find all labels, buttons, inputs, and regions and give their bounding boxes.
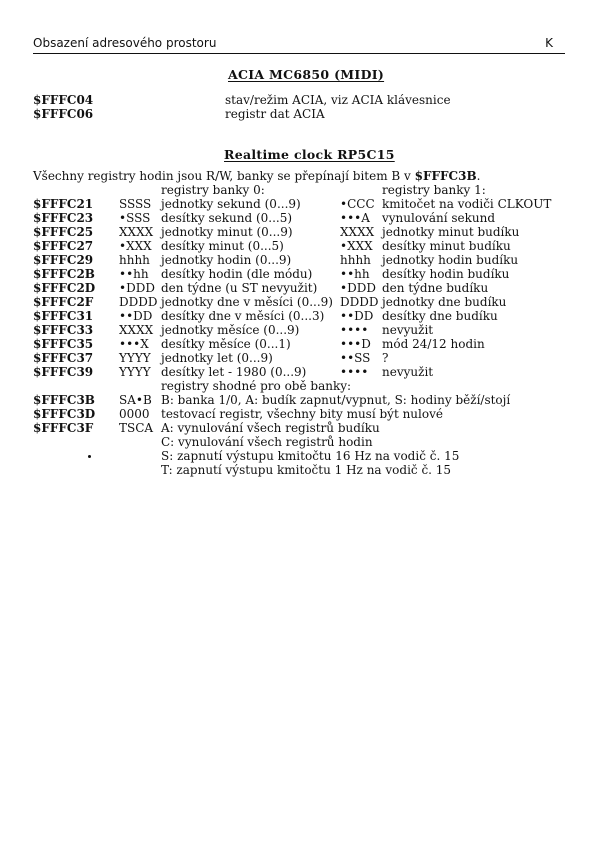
register-address: $FFFC27 <box>33 239 94 253</box>
bank1-header: registry banky 1: <box>382 183 486 197</box>
register-address: $FFFC3B <box>33 393 95 407</box>
bank0-bits: SSSS <box>119 197 152 211</box>
register-address: $FFFC33 <box>33 323 94 337</box>
rtc-register-row <box>0 309 600 323</box>
bank1-bits: XXXX <box>340 225 375 239</box>
bank1-bits: •••A <box>340 211 370 225</box>
page-header <box>33 36 565 54</box>
bank1-bits: •CCC <box>340 197 375 211</box>
bank1-description: jednotky dne budíku <box>382 295 507 309</box>
bank1-bits: •XXX <box>340 239 373 253</box>
bank0-description: jednotky minut (0...9) <box>161 225 293 239</box>
shared-register-row <box>0 421 600 435</box>
bank1-description: desítky dne budíku <box>382 309 498 323</box>
register-address: $FFFC21 <box>33 197 94 211</box>
bank1-bits: DDDD <box>340 295 379 309</box>
bank0-bits: •••X <box>119 337 149 351</box>
bank1-bits: ••DD <box>340 309 374 323</box>
register-description: testovací registr, všechny bity musí být nulové <box>161 407 443 421</box>
register-description: registr dat ACIA <box>225 107 325 121</box>
page-header-title: Obsazení adresového prostoru <box>33 36 217 50</box>
rtc-register-row <box>0 197 600 211</box>
bank1-bits: •••• <box>340 323 369 337</box>
bank0-bits: ••DD <box>119 309 153 323</box>
bank0-description: desítky měsíce (0...1) <box>161 337 291 351</box>
bank1-bits: hhhh <box>340 253 371 267</box>
bank0-description: jednotky dne v měsíci (0...9) <box>161 295 333 309</box>
bank0-description: desítky hodin (dle módu) <box>161 267 313 281</box>
rtc-register-row <box>0 211 600 225</box>
register-address: $FFFC2B <box>33 267 95 281</box>
bank0-description: jednotky měsíce (0...9) <box>161 323 300 337</box>
bank0-bits: hhhh <box>119 253 150 267</box>
register-address: $FFFC25 <box>33 225 94 239</box>
register-bits: 0000 <box>119 407 150 421</box>
bank1-description: desítky minut budíku <box>382 239 511 253</box>
bank1-description: den týdne budíku <box>382 281 489 295</box>
register-note: C: vynulování všech registrů hodin <box>161 435 373 449</box>
bank1-description: nevyužit <box>382 365 434 379</box>
register-address: $FFFC35 <box>33 337 94 351</box>
acia-row <box>0 93 600 107</box>
rtc-register-row <box>0 239 600 253</box>
rtc-register-row <box>0 337 600 351</box>
acia-row <box>0 107 600 121</box>
bank0-description: den týdne (u ST nevyužit) <box>161 281 318 295</box>
bank1-description: ? <box>382 351 389 365</box>
register-address: $FFFC04 <box>33 93 94 107</box>
register-address: $FFFC31 <box>33 309 94 323</box>
bank0-bits: DDDD <box>119 295 158 309</box>
bank0-bits: ••hh <box>119 267 149 281</box>
register-address: $FFFC3D <box>33 407 96 421</box>
bank0-bits: XXXX <box>119 225 154 239</box>
bank1-bits: ••hh <box>340 267 370 281</box>
bank0-bits: YYYY <box>119 351 151 365</box>
bank1-bits: •••• <box>340 365 369 379</box>
register-address: $FFFC37 <box>33 351 94 365</box>
register-address: $FFFC06 <box>33 107 94 121</box>
bank1-description: nevyužit <box>382 323 434 337</box>
bank0-bits: •DDD <box>119 281 155 295</box>
bank0-description: jednotky let (0...9) <box>161 351 273 365</box>
shared-registers-header: registry shodné pro obě banky: <box>161 379 352 393</box>
rtc-register-row <box>0 295 600 309</box>
bank1-description: desítky hodin budíku <box>382 267 510 281</box>
bank0-bits: XXXX <box>119 323 154 337</box>
register-address: $FFFC2F <box>33 295 94 309</box>
register-description: B: banka 1/0, A: budík zapnut/vypnut, S: hodiny běží/stojí <box>161 393 511 407</box>
page-header-section-letter: K <box>545 36 553 50</box>
register-address: $FFFC29 <box>33 253 94 267</box>
rtc-register-row <box>0 281 600 295</box>
register-address: $FFFC3F <box>33 421 94 435</box>
bank-headers-row <box>0 183 600 197</box>
bank0-bits: •SSS <box>119 211 151 225</box>
bank0-description: jednotky sekund (0...9) <box>161 197 301 211</box>
rtc-register-row <box>0 365 600 379</box>
rtc-intro-end: . <box>476 169 481 183</box>
bank1-description: jednotky minut budíku <box>382 225 520 239</box>
bank1-description: mód 24/12 hodin <box>382 337 485 351</box>
register-address: $FFFC2D <box>33 281 96 295</box>
scan-dot-mark <box>88 455 91 458</box>
bank0-description: jednotky hodin (0...9) <box>161 253 292 267</box>
register-bits: TSCA <box>119 421 154 435</box>
bank0-description: desítky minut (0...5) <box>161 239 284 253</box>
register-address: $FFFC39 <box>33 365 94 379</box>
register-address: $FFFC23 <box>33 211 94 225</box>
bank1-bits: •••D <box>340 337 371 351</box>
bank1-description: vynulování sekund <box>382 211 496 225</box>
register-description: stav/režim ACIA, viz ACIA klávesnice <box>225 93 451 107</box>
register-note: S: zapnutí výstupu kmitočtu 16 Hz na vodič č. 15 <box>161 449 460 463</box>
rtc-register-row <box>0 225 600 239</box>
register-description: A: vynulování všech registrů budíku <box>161 421 380 435</box>
rtc-register-row <box>0 323 600 337</box>
bank1-bits: •DDD <box>340 281 376 295</box>
rtc-register-row <box>0 253 600 267</box>
rtc-register-row <box>0 267 600 281</box>
shared-register-row <box>0 407 600 421</box>
register-note: T: zapnutí výstupu kmitočtu 1 Hz na vodič č. 15 <box>161 463 452 477</box>
shared-header-row <box>0 379 600 393</box>
bank0-description: desítky let - 1980 (0...9) <box>161 365 307 379</box>
rtc-intro-register: $FFFC3B <box>414 169 477 183</box>
rtc-register-row <box>0 351 600 365</box>
rtc-section-title: Realtime clock RP5C15 <box>224 147 395 162</box>
bank0-description: desítky sekund (0...5) <box>161 211 293 225</box>
rtc-intro <box>33 169 480 183</box>
bank0-bits: •XXX <box>119 239 152 253</box>
acia-section-title: ACIA MC6850 (MIDI) <box>228 67 385 82</box>
shared-register-row <box>0 393 600 407</box>
bank0-description: desítky dne v měsíci (0...3) <box>161 309 325 323</box>
bank1-description: jednotky hodin budíku <box>382 253 519 267</box>
bank0-bits: YYYY <box>119 365 151 379</box>
register-bits: SA•B <box>119 393 152 407</box>
bank1-bits: ••SS <box>340 351 371 365</box>
rtc-intro-text: Všechny registry hodin jsou R/W, banky se přepínají bitem B v <box>33 169 415 183</box>
bank1-description: kmitočet na vodiči CLKOUT <box>382 197 552 211</box>
bank0-header: registry banky 0: <box>161 183 265 197</box>
